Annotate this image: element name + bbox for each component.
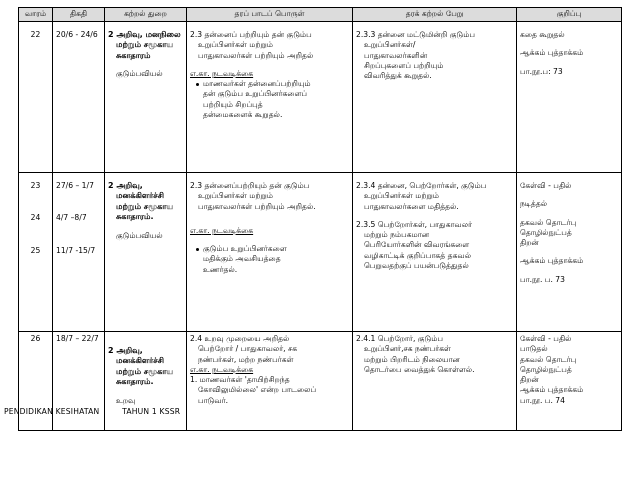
date-range: 4/7 –8/7: [56, 213, 87, 223]
content-line: நண்பர்கள், மற்ற நண்பர்கள்: [198, 354, 294, 364]
col-header-content: தரப் பாடப் பொருள்: [187, 8, 353, 22]
content-line: 2.3 தன்னைப்பற்றியும் தன் குடும்ப: [190, 181, 310, 190]
activity-line: தன் குடும்ப உறுப்பினர்களைப்: [203, 89, 308, 99]
area-subtopic: குடும்பவியல்: [116, 69, 163, 79]
content-line: 2.4 உறவு முறையை அறிதல்: [190, 334, 290, 343]
activity-bullet: [190, 79, 349, 120]
content-cell: [187, 332, 353, 431]
area-line: சுகாதாரம்.: [116, 377, 154, 387]
week-number: 26: [30, 334, 41, 343]
activity-line: உணர்தல்.: [203, 264, 238, 274]
area-line: 2 அறிவு,: [108, 346, 143, 355]
date-cell: [53, 22, 105, 173]
bullet-icon: [196, 83, 199, 86]
area-title: [108, 30, 183, 61]
note-line: பாடுதல்: [520, 344, 548, 354]
outcome-line: மற்றும் பிறரிடம் நிலையான: [364, 354, 460, 364]
week-cell: [19, 22, 53, 173]
note-line: தொழில்நுட்பத்: [520, 364, 572, 374]
area-line: 2 அறிவு,: [108, 181, 143, 190]
outcome-cell: [353, 332, 517, 431]
activity-line: பாடுவர்.: [198, 395, 229, 405]
outcome-line: பெறுவதற்குப் பயன்படுத்துதல்: [364, 260, 469, 270]
outcome-line: தொடர்பை வைத்துக் கொள்ளல்.: [364, 364, 475, 374]
activity-title: எ.கா. நடவடிக்கை: [190, 68, 254, 78]
area-cell: [105, 22, 187, 173]
note-line: பா.நூ. ப. 74: [520, 395, 565, 405]
table-row: [19, 173, 622, 332]
area-line: 2 அறிவு, மனநிலை: [108, 30, 181, 39]
note-line: பா.நூ.ப: 73: [520, 66, 563, 76]
note-line: நடித்தல்: [520, 199, 548, 209]
note-line: தொழில்நுட்பத்: [520, 227, 572, 237]
date-range: 27/6 – 1/7: [56, 181, 94, 190]
note-line: கதை கூறுதல்: [520, 30, 565, 39]
activity-line: மாணவர்கள் தன்னைப்பற்றியும்: [203, 79, 311, 88]
activity-line: குடும்ப உறுப்பினர்களை: [203, 244, 287, 253]
header-row: [19, 8, 622, 22]
outcome-line: உறுப்பினர்கள்/: [364, 40, 416, 50]
activity-title: எ.கா. நடவடிக்கை: [190, 225, 254, 235]
note-line: திறன்: [520, 238, 539, 247]
content-line: பெற்றோர் / பாதுகாவலர், சக: [198, 344, 298, 354]
footer-year: TAHUN 1 KSSR: [122, 407, 181, 416]
note-line: திறன்: [520, 375, 539, 384]
outcome-line: 2.3.4 தன்னை, பெற்றோர்கள், குடும்ப: [356, 181, 487, 190]
outcome-line: சிறப்புகளைப் பற்றியும்: [364, 60, 444, 70]
scheme-of-work-sheet: [18, 7, 621, 431]
area-title: [108, 346, 183, 388]
area-line: மற்றும் சமூகாய: [116, 40, 174, 50]
content-line: உறுப்பினர்கள் மற்றும்: [198, 191, 274, 201]
area-line: மற்றும் சமூகாய: [116, 366, 174, 376]
week-number: 22: [30, 30, 41, 39]
date-range: 11/7 -15/7: [56, 245, 96, 255]
col-header-week: வாரம்: [19, 8, 53, 22]
week-cell: [19, 173, 53, 332]
outcome-line: பாதுகாவலர்களின்: [364, 50, 428, 60]
area-line: சுகாதாரம்: [116, 50, 151, 60]
note-line: ஆக்கம் புத்தாக்கம்: [520, 256, 584, 266]
note-line: கேள்வி - பதில்: [520, 334, 572, 343]
week-number: 24: [30, 213, 41, 223]
note-line: தகவல் தொடர்பு: [520, 354, 577, 364]
area-line: மனக்கிளர்ச்சி: [116, 191, 164, 201]
area-cell: [105, 173, 187, 332]
area-subtopic: உறவு: [116, 395, 136, 405]
content-line: பாதுகாவலர்கள் பற்றியும் அறிதல்.: [198, 201, 316, 211]
footer-subject: PENDIDIKAN KESIHATAN: [4, 407, 100, 416]
content-line: 2.3 தன்னைப் பற்றியும் தன் குடும்ப: [190, 30, 312, 39]
notes-cell: [517, 173, 622, 332]
table-row: [19, 22, 622, 173]
outcome-line: உறுப்பினர்,சக நண்பர்கள்: [364, 344, 451, 354]
note-line: தகவல் தொடர்பு: [520, 217, 577, 227]
content-cell: [187, 22, 353, 173]
notes-cell: [517, 332, 622, 431]
week-number: 23: [30, 181, 41, 190]
content-cell: [187, 173, 353, 332]
notes-cell: [517, 22, 622, 173]
outcome-line: உறுப்பினர்கள் மற்றும்: [364, 191, 440, 201]
outcome-cell: [353, 173, 517, 332]
date-range: 18/7 – 22/7: [56, 334, 99, 343]
activity-line: மதிக்கும் அவசியத்தை: [203, 254, 281, 264]
area-line: சுகாதாரம்.: [116, 212, 154, 222]
col-header-notes: குறிப்பு: [517, 8, 622, 22]
page-footer: [4, 407, 200, 416]
content-line: உறுப்பினர்கள் மற்றும்: [198, 40, 274, 50]
content-line: பாதுகாவலர்கள் பற்றியும் அறிதல்: [198, 50, 314, 60]
area-subtopic: குடும்பவியல்: [116, 230, 163, 240]
activity-line: கோவிலுமில்லை' என்ற பாடலைப்: [198, 385, 317, 395]
outcome-line: 2.3.5 பெற்றோர்கள், பாதுகாவலர்: [356, 219, 473, 229]
outcome-line: மற்றும் நம்பகமான: [364, 230, 430, 239]
outcome-line: 2.4.1 பெற்றோர், குடும்ப: [356, 334, 444, 343]
col-header-area: கற்றல் துறை: [105, 8, 187, 22]
col-header-outcome: தரக் கற்றல் பேறு: [353, 8, 517, 22]
note-line: ஆக்கம் புத்தாக்கம்: [520, 48, 584, 58]
activity-title: எ.கா. நடவடிக்கை: [190, 364, 254, 374]
area-line: மற்றும் சமூகாய: [116, 201, 174, 211]
area-title: [108, 181, 183, 223]
col-header-date: திகதி: [53, 8, 105, 22]
note-line: ஆக்கம் புத்தாக்கம்: [520, 385, 584, 395]
area-line: மனக்கிளர்ச்சி: [116, 356, 164, 366]
outcome-line: வழிகாட்டிக் குறிப்பாகத் தகவல்: [364, 250, 472, 260]
week-number: 25: [30, 245, 41, 255]
outcome-cell: [353, 22, 517, 173]
scheme-table: [18, 7, 622, 431]
outcome-line: பாதுகாவலர்களை மதித்தல்.: [364, 201, 459, 211]
outcome-line: பெரியோர்களின் விவரங்களை: [364, 240, 470, 250]
outcome-line: 2.3.3 தன்னை மட்டுமின்றி குடும்ப: [356, 30, 475, 39]
activity-line: 1. மாணவர்கள் 'தாயிற்சிறந்த: [190, 375, 290, 384]
note-line: பா.நூ. ப. 73: [520, 274, 565, 284]
activity-line: தன்மைகளைக் கூறுதல்.: [203, 109, 283, 119]
bullet-icon: [196, 248, 199, 251]
date-cell: [53, 173, 105, 332]
note-line: கேள்வி - பதில்: [520, 181, 572, 190]
outcome-line: விவரித்துக் கூறுதல்.: [364, 71, 432, 80]
date-range: 20/6 - 24/6: [56, 30, 98, 39]
activity-line: பற்றியும் சிறப்புத்: [203, 99, 263, 109]
activity-bullet: [190, 244, 349, 275]
